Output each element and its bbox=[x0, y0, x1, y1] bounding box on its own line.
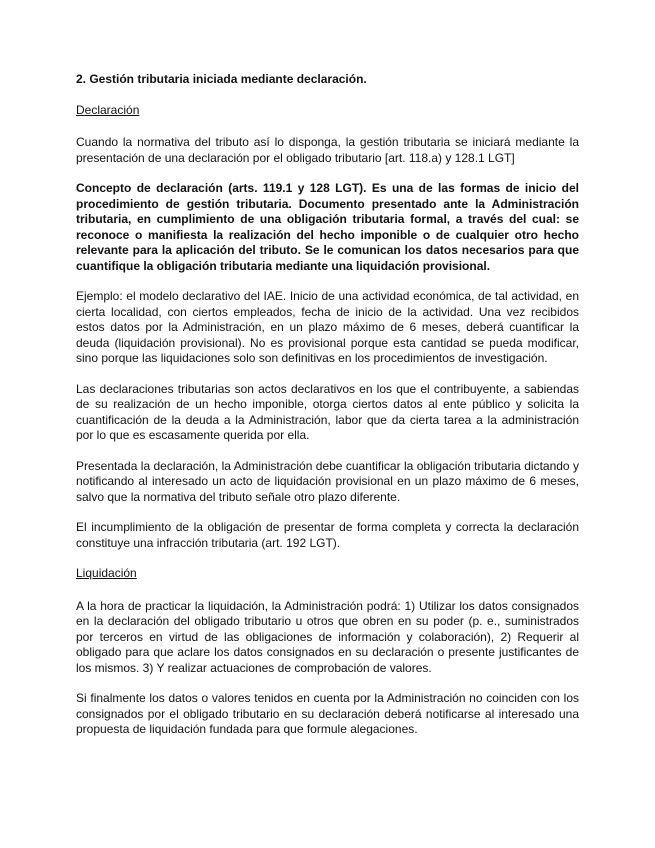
paragraph-presentada: Presentada la declaración, la Administración debe cuantificar la obligación tributaria dictando y notificando al interesado un acto de liquidación provisional en un plazo máximo de 6 meses, salvo que la normativa del tributo señale otro plazo diferente. bbox=[76, 458, 579, 504]
subsection-declaracion: Declaración bbox=[76, 102, 140, 117]
paragraph-1: Cuando la normativa del tributo así lo disponga, la gestión tributaria se iniciará mediante la presentación de una declaración por el obligado tributario [art. 118.a) y 128.1 LGT] bbox=[76, 135, 579, 165]
paragraph-liquidacion: A la hora de practicar la liquidación, la Administración podrá: 1) Utilizar los datos consignados en la declaración del obligado tributario u otros que obren en su poder (p. e., suministrados por terceros en virtud de las obligaciones de información y colaboración), 2) Requerir al obligado para que aclare los datos consignados en su declaración o presente justificantes de los mismos. 3) Y realizar actuaciones de comprobación de valores. bbox=[76, 598, 579, 675]
subsection-liquidacion: Liquidación bbox=[76, 566, 137, 580]
paragraph-ejemplo: Ejemplo: el modelo declarativo del IAE. Inicio de una actividad económica, de tal actividad, en cierta localidad, con ciertos empleados, fecha de inicio de la actividad. Una vez recibidos estos datos por la Administración, en un plazo máximo de 6 meses, deberá cuantificar la deuda (liquidación provisional). No es provisional porque esta cantidad se pueda modificar, sino porque las liquidaciones solo son definitivas en los procedimientos de investigación. bbox=[76, 289, 579, 365]
paragraph-incumplimiento: El incumplimiento de la obligación de presentar de forma completa y correcta la declaración constituye una infracción tributaria (art. 192 LGT). bbox=[76, 520, 579, 550]
document-page bbox=[76, 72, 579, 753]
paragraph-concepto-declaracion: Concepto de declaración (arts. 119.1 y 128 LGT). Es una de las formas de inicio del procedimiento de gestión tributaria. Documento presentado ante la Administración tributaria, en cumplimiento de una obligación tributaria formal, a través del cual: se reconoce o manifiesta la realización del hecho imponible o de cualquier otro hecho relevante para la aplicación del tributo. Se le comunican los datos necesarios para que cuantifique la obligación tributaria mediante una liquidación provisional. bbox=[76, 181, 579, 273]
paragraph-alegaciones: Si finalmente los datos o valores tenidos en cuenta por la Administración no coinciden con los consignados por el obligado tributario en su declaración deberá notificarse al interesado una propuesta de liquidación fundada para que formule alegaciones. bbox=[76, 691, 579, 736]
section-title: 2. Gestión tributaria iniciada mediante declaración. bbox=[76, 72, 367, 86]
paragraph-declaraciones: Las declaraciones tributarias son actos declarativos en los que el contribuyente, a sabiendas de su realización de un hecho imponible, otorga ciertos datos al ente público y solicita la cuantificación de la deuda a la Administración, labor que da cierta tarea a la administración por lo que es escasamente querida por ella. bbox=[76, 381, 579, 442]
